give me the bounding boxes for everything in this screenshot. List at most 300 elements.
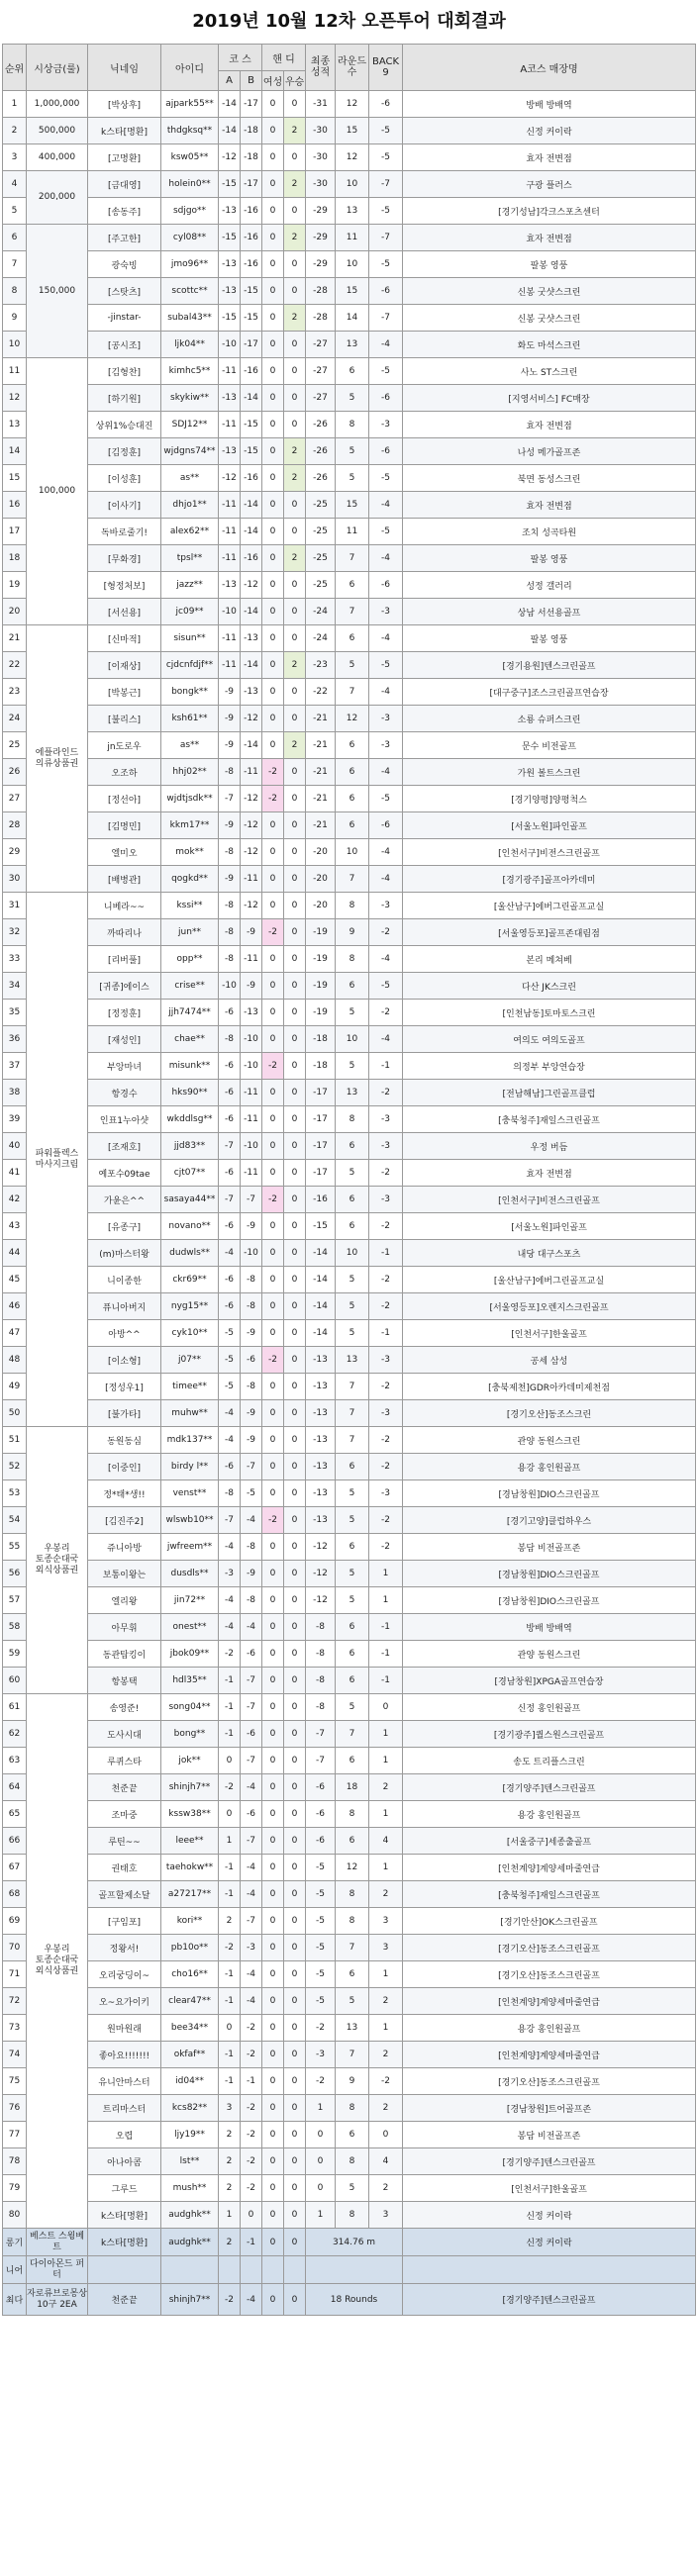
course-a-cell: -1: [219, 2068, 241, 2095]
rounds-cell: 6: [336, 973, 369, 1000]
hc-female-cell: 0: [262, 812, 284, 839]
rounds-cell: 18: [336, 1774, 369, 1801]
store-cell: 구광 플러스: [403, 171, 696, 198]
final-cell: 0: [306, 2122, 336, 2148]
course-a-cell: -12: [219, 144, 241, 171]
hc-win-cell: 0: [284, 1160, 306, 1187]
final-cell: -13: [306, 1480, 336, 1507]
nickname-cell: 권태호: [88, 1855, 161, 1881]
award-label: 롱기: [3, 2229, 27, 2256]
award-course-b: -1: [241, 2229, 262, 2256]
col-nickname: 닉네임: [88, 45, 161, 91]
hc-win-cell: 2: [284, 465, 306, 492]
course-a-cell: -10: [219, 973, 241, 1000]
rank-cell: 2: [3, 118, 27, 144]
back9-cell: 2: [369, 2042, 403, 2068]
course-a-cell: 0: [219, 1801, 241, 1828]
nickname-cell: [신마적]: [88, 625, 161, 652]
award-label: 최다: [3, 2284, 27, 2316]
rank-cell: 37: [3, 1053, 27, 1080]
store-cell: 신정 홍인원골프: [403, 1694, 696, 1721]
course-a-cell: -9: [219, 812, 241, 839]
award-label: 니어: [3, 2256, 27, 2284]
course-b-cell: -16: [241, 465, 262, 492]
back9-cell: -7: [369, 225, 403, 251]
id-cell: tpsl**: [161, 545, 219, 572]
table-row: [3, 1133, 696, 1160]
id-cell: crise**: [161, 973, 219, 1000]
hc-win-cell: 0: [284, 706, 306, 732]
final-cell: -14: [306, 1267, 336, 1293]
course-a-cell: -9: [219, 732, 241, 759]
hc-female-cell: 0: [262, 1748, 284, 1774]
hc-win-cell: 0: [284, 2068, 306, 2095]
course-a-cell: -4: [219, 1427, 241, 1454]
course-b-cell: -10: [241, 1240, 262, 1267]
rank-cell: 43: [3, 1213, 27, 1240]
course-a-cell: 1: [219, 2202, 241, 2229]
hc-win-cell: 0: [284, 1721, 306, 1748]
course-b-cell: -2: [241, 2015, 262, 2042]
store-cell: [경기오산]동조스크린골프: [403, 2068, 696, 2095]
id-cell: mok**: [161, 839, 219, 866]
nickname-cell: 좋아요!!!!!!!: [88, 2042, 161, 2068]
store-cell: [인천서구]한울골프: [403, 2175, 696, 2202]
table-row: [3, 1427, 696, 1454]
rank-cell: 25: [3, 732, 27, 759]
rank-cell: 21: [3, 625, 27, 652]
table-row: [3, 1988, 696, 2015]
hc-win-cell: 0: [284, 1053, 306, 1080]
store-cell: 여의도 여의도골프: [403, 1026, 696, 1053]
back9-cell: -6: [369, 91, 403, 118]
table-row: [3, 1374, 696, 1400]
id-cell: kssi**: [161, 893, 219, 919]
rank-cell: 36: [3, 1026, 27, 1053]
id-cell: subal43**: [161, 305, 219, 332]
id-cell: mdk137**: [161, 1427, 219, 1454]
course-b-cell: -11: [241, 866, 262, 893]
rounds-cell: 8: [336, 2095, 369, 2122]
hc-female-cell: 0: [262, 358, 284, 385]
rank-cell: 74: [3, 2042, 27, 2068]
rounds-cell: 6: [336, 1534, 369, 1561]
id-cell: kcs82**: [161, 2095, 219, 2122]
nickname-cell: [리버풀]: [88, 946, 161, 973]
id-cell: j07**: [161, 1347, 219, 1374]
final-cell: -18: [306, 1053, 336, 1080]
hc-win-cell: 0: [284, 492, 306, 519]
store-cell: [인천계양]계양세마줄연급: [403, 1988, 696, 2015]
award-hc-female: [262, 2256, 284, 2284]
hc-female-cell: 0: [262, 946, 284, 973]
course-b-cell: -15: [241, 278, 262, 305]
hc-win-cell: 0: [284, 2122, 306, 2148]
course-b-cell: -12: [241, 893, 262, 919]
table-row: [3, 198, 696, 225]
rounds-cell: 7: [336, 2042, 369, 2068]
table-row: [3, 706, 696, 732]
hc-win-cell: 2: [284, 545, 306, 572]
course-b-cell: -8: [241, 1587, 262, 1614]
id-cell: hdl35**: [161, 1668, 219, 1694]
hc-win-cell: 0: [284, 385, 306, 412]
back9-cell: 1: [369, 1561, 403, 1587]
rounds-cell: 6: [336, 732, 369, 759]
rounds-cell: 11: [336, 225, 369, 251]
special-awards: [3, 2229, 696, 2316]
back9-cell: 1: [369, 1587, 403, 1614]
course-b-cell: -7: [241, 1694, 262, 1721]
table-row: [3, 839, 696, 866]
store-cell: 본리 메쳐베: [403, 946, 696, 973]
rank-cell: 28: [3, 812, 27, 839]
id-cell: wlswb10**: [161, 1507, 219, 1534]
id-cell: holein0**: [161, 171, 219, 198]
hc-female-cell: 0: [262, 839, 284, 866]
back9-cell: -2: [369, 1160, 403, 1187]
hc-female-cell: 0: [262, 1240, 284, 1267]
hc-female-cell: 0: [262, 2175, 284, 2202]
course-b-cell: -16: [241, 545, 262, 572]
id-cell: as**: [161, 732, 219, 759]
col-hc-female: 여성: [262, 71, 284, 91]
nickname-cell: [귀종]에이스: [88, 973, 161, 1000]
table-row: [3, 305, 696, 332]
store-cell: [경기용원]텐스크린골프: [403, 652, 696, 679]
final-cell: -8: [306, 1641, 336, 1668]
final-cell: -26: [306, 412, 336, 438]
award-prize: 베스트 스윙베트: [27, 2229, 88, 2256]
id-cell: timee**: [161, 1374, 219, 1400]
hc-female-cell: 0: [262, 1213, 284, 1240]
hc-win-cell: 2: [284, 118, 306, 144]
rank-cell: 52: [3, 1454, 27, 1480]
course-b-cell: -6: [241, 1641, 262, 1668]
rounds-cell: 10: [336, 171, 369, 198]
store-cell: 효자 전변점: [403, 1160, 696, 1187]
back9-cell: -4: [369, 332, 403, 358]
store-cell: 조치 성곡타원: [403, 519, 696, 545]
hc-win-cell: 0: [284, 572, 306, 599]
course-b-cell: -2: [241, 2095, 262, 2122]
nickname-cell: [하기원]: [88, 385, 161, 412]
nickname-cell: [이재상]: [88, 652, 161, 679]
nickname-cell: 니이종한: [88, 1267, 161, 1293]
hc-female-cell: 0: [262, 1133, 284, 1160]
rank-cell: 70: [3, 1935, 27, 1961]
id-cell: muhw**: [161, 1400, 219, 1427]
hc-female-cell: 0: [262, 118, 284, 144]
rounds-cell: 6: [336, 2122, 369, 2148]
rank-cell: 50: [3, 1400, 27, 1427]
rank-cell: 71: [3, 1961, 27, 1988]
rank-cell: 78: [3, 2148, 27, 2175]
store-cell: 문수 비전골프: [403, 732, 696, 759]
store-cell: [경기광주]퀄스원스크린골프: [403, 1721, 696, 1748]
rounds-cell: 9: [336, 919, 369, 946]
rounds-cell: 5: [336, 1053, 369, 1080]
final-cell: -13: [306, 1507, 336, 1534]
hc-female-cell: 0: [262, 1668, 284, 1694]
final-cell: -5: [306, 1961, 336, 1988]
nickname-cell: 오렵: [88, 2122, 161, 2148]
hc-female-cell: 0: [262, 572, 284, 599]
id-cell: hks90**: [161, 1080, 219, 1106]
rounds-cell: 7: [336, 679, 369, 706]
rounds-cell: 8: [336, 1801, 369, 1828]
course-b-cell: -2: [241, 2042, 262, 2068]
table-row: [3, 1267, 696, 1293]
hc-win-cell: 0: [284, 2175, 306, 2202]
nickname-cell: 가윤은^^: [88, 1187, 161, 1213]
hc-win-cell: 0: [284, 1480, 306, 1507]
course-b-cell: -8: [241, 1293, 262, 1320]
course-b-cell: -9: [241, 1213, 262, 1240]
table-row: [3, 1587, 696, 1614]
hc-win-cell: 0: [284, 1133, 306, 1160]
store-cell: 나성 메가골프존: [403, 438, 696, 465]
hc-female-cell: 0: [262, 1721, 284, 1748]
back9-cell: 1: [369, 1748, 403, 1774]
back9-cell: 1: [369, 1855, 403, 1881]
course-b-cell: -11: [241, 759, 262, 786]
rank-cell: 14: [3, 438, 27, 465]
course-b-cell: -14: [241, 652, 262, 679]
hc-female-cell: 0: [262, 1587, 284, 1614]
nickname-cell: 인표1누아샷: [88, 1106, 161, 1133]
hc-win-cell: 0: [284, 1774, 306, 1801]
col-prize: 시상금(룰): [27, 45, 88, 91]
course-a-cell: -13: [219, 198, 241, 225]
final-cell: -19: [306, 973, 336, 1000]
course-a-cell: -7: [219, 786, 241, 812]
course-b-cell: -4: [241, 1507, 262, 1534]
id-cell: jc09**: [161, 599, 219, 625]
hc-win-cell: 0: [284, 1561, 306, 1587]
back9-cell: -6: [369, 812, 403, 839]
table-row: [3, 1053, 696, 1080]
hc-female-cell: 0: [262, 1000, 284, 1026]
back9-cell: -5: [369, 786, 403, 812]
final-cell: -29: [306, 225, 336, 251]
back9-cell: -3: [369, 706, 403, 732]
course-a-cell: 1: [219, 1828, 241, 1855]
id-cell: cjdcnfdjf**: [161, 652, 219, 679]
rank-cell: 35: [3, 1000, 27, 1026]
course-b-cell: -14: [241, 519, 262, 545]
store-cell: [인천계양]계양세마줄연급: [403, 1855, 696, 1881]
store-cell: [경기오산]동조스크린골프: [403, 1961, 696, 1988]
nickname-cell: 아무휘: [88, 1614, 161, 1641]
rank-cell: 67: [3, 1855, 27, 1881]
course-b-cell: -17: [241, 332, 262, 358]
course-b-cell: -13: [241, 625, 262, 652]
nickname-cell: k스타[명환]: [88, 2202, 161, 2229]
course-a-cell: -1: [219, 1668, 241, 1694]
award-row: [3, 2284, 696, 2316]
store-cell: 용강 홍인원골프: [403, 1454, 696, 1480]
store-cell: [서울영등포]오렌지스크린골프: [403, 1293, 696, 1320]
rank-cell: 27: [3, 786, 27, 812]
final-cell: -3: [306, 2042, 336, 2068]
store-cell: [경남창원]DIO스크린골프: [403, 1587, 696, 1614]
hc-win-cell: 2: [284, 438, 306, 465]
table-header: [3, 45, 696, 91]
id-cell: jbok09**: [161, 1641, 219, 1668]
course-a-cell: -4: [219, 1240, 241, 1267]
hc-female-cell: 0: [262, 1988, 284, 2015]
hc-win-cell: 0: [284, 2095, 306, 2122]
nickname-cell: 정왕서!: [88, 1935, 161, 1961]
table-row: [3, 545, 696, 572]
final-cell: -15: [306, 1213, 336, 1240]
course-a-cell: 2: [219, 2148, 241, 2175]
course-b-cell: -4: [241, 1614, 262, 1641]
course-a-cell: -9: [219, 706, 241, 732]
course-a-cell: -2: [219, 1935, 241, 1961]
final-cell: -21: [306, 759, 336, 786]
hc-win-cell: 0: [284, 2042, 306, 2068]
final-cell: -17: [306, 1080, 336, 1106]
back9-cell: -1: [369, 1053, 403, 1080]
back9-cell: -3: [369, 1347, 403, 1374]
hc-female-cell: 0: [262, 732, 284, 759]
store-cell: 소룡 슈퍼스크린: [403, 706, 696, 732]
award-row: [3, 2229, 696, 2256]
table-row: [3, 1160, 696, 1187]
final-cell: -5: [306, 1908, 336, 1935]
hc-win-cell: 0: [284, 1587, 306, 1614]
id-cell: sasaya44**: [161, 1187, 219, 1213]
id-cell: kimhc5**: [161, 358, 219, 385]
nickname-cell: [박봉근]: [88, 679, 161, 706]
id-cell: clear47**: [161, 1988, 219, 2015]
course-a-cell: -5: [219, 1347, 241, 1374]
col-rank: 순위: [3, 45, 27, 91]
course-a-cell: -4: [219, 1534, 241, 1561]
course-b-cell: -8: [241, 1267, 262, 1293]
course-a-cell: -8: [219, 839, 241, 866]
back9-cell: -4: [369, 866, 403, 893]
course-a-cell: -4: [219, 1587, 241, 1614]
id-cell: taehokw**: [161, 1855, 219, 1881]
course-a-cell: -5: [219, 1374, 241, 1400]
hc-female-cell: 0: [262, 1961, 284, 1988]
award-nickname: 천준끝: [88, 2284, 161, 2316]
final-cell: -23: [306, 652, 336, 679]
hc-win-cell: 2: [284, 171, 306, 198]
final-cell: -5: [306, 1935, 336, 1961]
final-cell: -19: [306, 919, 336, 946]
hc-win-cell: 0: [284, 1000, 306, 1026]
back9-cell: -5: [369, 652, 403, 679]
rank-cell: 62: [3, 1721, 27, 1748]
course-a-cell: -6: [219, 1267, 241, 1293]
nickname-cell: [이사기]: [88, 492, 161, 519]
course-a-cell: -7: [219, 1133, 241, 1160]
hc-win-cell: 0: [284, 1801, 306, 1828]
id-cell: audghk**: [161, 2202, 219, 2229]
back9-cell: -2: [369, 1454, 403, 1480]
nickname-cell: 루틴~~: [88, 1828, 161, 1855]
nickname-cell: 오조하: [88, 759, 161, 786]
back9-cell: -3: [369, 1133, 403, 1160]
hc-win-cell: 0: [284, 946, 306, 973]
rounds-cell: 10: [336, 251, 369, 278]
course-b-cell: -2: [241, 2175, 262, 2202]
hc-win-cell: 0: [284, 519, 306, 545]
course-b-cell: -16: [241, 198, 262, 225]
table-row: [3, 492, 696, 519]
course-b-cell: -9: [241, 1427, 262, 1454]
hc-win-cell: 0: [284, 278, 306, 305]
rank-cell: 64: [3, 1774, 27, 1801]
course-a-cell: 2: [219, 2175, 241, 2202]
course-a-cell: -13: [219, 572, 241, 599]
rank-cell: 75: [3, 2068, 27, 2095]
final-cell: -13: [306, 1374, 336, 1400]
id-cell: bong**: [161, 1721, 219, 1748]
rank-cell: 51: [3, 1427, 27, 1454]
prize-cell: 200,000: [27, 171, 88, 225]
nickname-cell: 조마중: [88, 1801, 161, 1828]
hc-win-cell: 0: [284, 1240, 306, 1267]
final-cell: -2: [306, 2068, 336, 2095]
rounds-cell: 6: [336, 358, 369, 385]
back9-cell: -6: [369, 438, 403, 465]
rounds-cell: 15: [336, 492, 369, 519]
final-cell: -21: [306, 706, 336, 732]
hc-win-cell: 0: [284, 2202, 306, 2229]
rounds-cell: 6: [336, 1187, 369, 1213]
nickname-cell: -jinstar-: [88, 305, 161, 332]
rounds-cell: 6: [336, 759, 369, 786]
rounds-cell: 6: [336, 1614, 369, 1641]
hc-female-cell: 0: [262, 1641, 284, 1668]
rounds-cell: 9: [336, 2068, 369, 2095]
hc-win-cell: 0: [284, 1347, 306, 1374]
col-rounds: 라운드 수: [336, 45, 369, 91]
col-course-b: B: [241, 71, 262, 91]
hc-win-cell: 0: [284, 625, 306, 652]
table-row: [3, 2202, 696, 2229]
course-b-cell: -14: [241, 385, 262, 412]
award-hc-win: 0: [284, 2229, 306, 2256]
hc-win-cell: 0: [284, 1267, 306, 1293]
table-row: [3, 144, 696, 171]
hc-female-cell: 0: [262, 332, 284, 358]
hc-female-cell: 0: [262, 1774, 284, 1801]
hc-female-cell: 0: [262, 866, 284, 893]
store-cell: 신정 커이락: [403, 2202, 696, 2229]
nickname-cell: 아방^^: [88, 1320, 161, 1347]
store-cell: [서울노원]파인골프: [403, 1213, 696, 1240]
final-cell: -30: [306, 144, 336, 171]
table-body: [3, 91, 696, 2229]
course-a-cell: -11: [219, 519, 241, 545]
back9-cell: -2: [369, 2068, 403, 2095]
nickname-cell: 유니안마스터: [88, 2068, 161, 2095]
id-cell: thdgksq**: [161, 118, 219, 144]
rank-cell: 60: [3, 1668, 27, 1694]
id-cell: jok**: [161, 1748, 219, 1774]
hc-female-cell: 0: [262, 625, 284, 652]
table-row: [3, 919, 696, 946]
hc-win-cell: 0: [284, 198, 306, 225]
award-hc-win: [284, 2256, 306, 2284]
course-b-cell: -6: [241, 1347, 262, 1374]
